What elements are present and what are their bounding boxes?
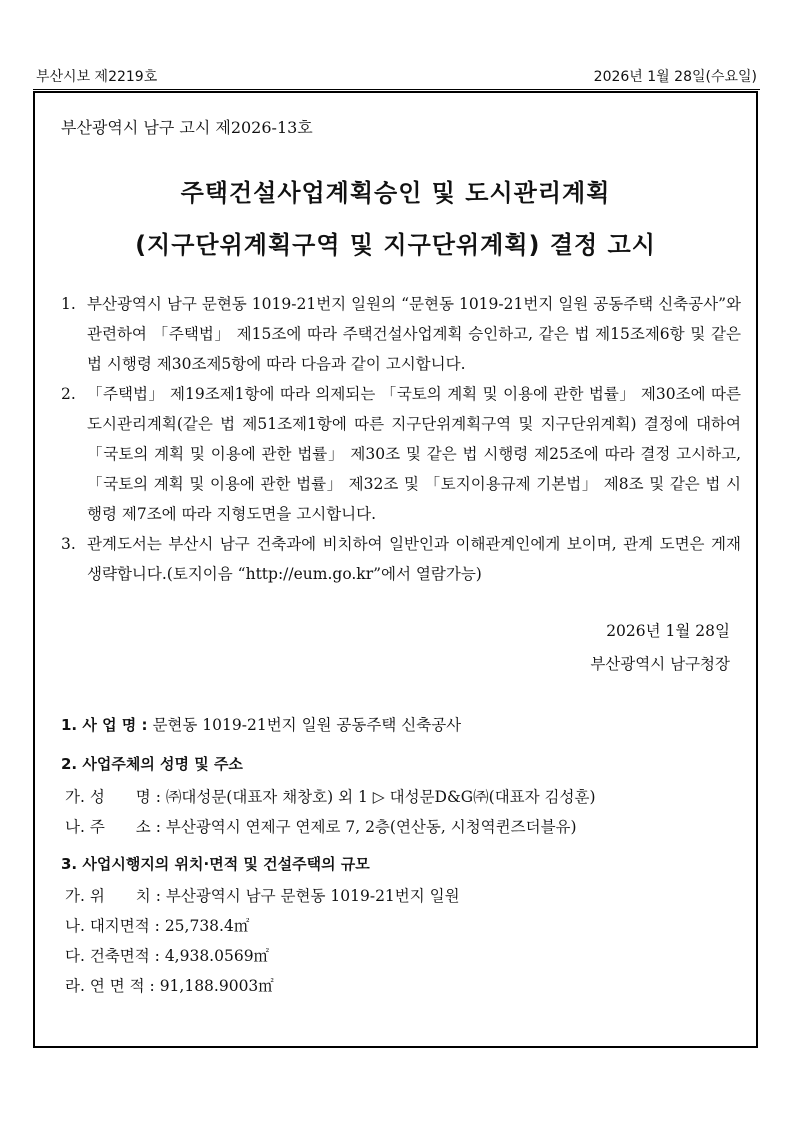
operator-address-value: 부산광역시 연제구 연제로 7, 2층(연산동, 시청역퀸즈더블유) [165,818,577,836]
notice-title-line1: 주택건설사업계획승인 및 도시관리계획 [180,179,611,207]
item-number: 1. [61,295,76,313]
section-2-heading: 2. 사업주체의 성명 및 주소 [61,755,243,773]
notice-date: 2026년 1월 28일 [606,622,730,640]
notice-item-1 [61,289,741,379]
item-text: 「주택법」 제19조제1항에 따라 의제되는 「국토의 계획 및 이용에 관한 법률」 제30조에 따른 도시관리계획(같은 법 제51조제1항에 따른 지구단위계획구역 및 지구단위계획) 결정에 대하여 「국토의 계획 및 이용에 관한 법률」 제30조 및 같은 법 시행령 제25조에 따라 결정 고시하고, 「국토의 계획 및 이용에 관한 법률」 제32조 및 「토지이용규제 기본법」 제8조 및 같은 법 시행령 제7조에 따라 지형도면을 고시합니다. [87,385,741,523]
notice-frame [33,91,758,1048]
notice-signer: 부산광역시 남구청장 [590,655,730,673]
section-3-heading: 3. 사업시행지의 위치·면적 및 건설주택의 규모 [61,855,370,873]
operator-address-row [65,815,577,837]
building-area-value: 4,938.0569㎡ [164,947,270,965]
notice-item-2 [61,379,741,529]
project-name-row [61,713,461,735]
site-location-row [65,884,460,906]
total-floor-area-value: 91,188.9003㎡ [159,977,274,995]
item-text: 관계도서는 부산시 남구 건축과에 비치하여 일반인과 이해관계인에게 보이며, 관계 도면은 게재 생략합니다.(토지이음 “http://eum.go.kr”에서 열람가능) [87,535,741,583]
site-area-label: 나. 대지면적 : [65,917,160,935]
item-number: 2. [61,385,76,403]
project-name-label: 1. 사 업 명 : [61,716,148,734]
total-floor-area-row [65,974,274,996]
notice-item-3 [61,529,741,589]
site-area-value: 25,738.4㎡ [164,917,250,935]
operator-name-row [65,785,596,807]
site-location-label: 가. 위 치 : [65,887,161,905]
operator-name-value: ㈜대성문(대표자 채창호) 외 1 ▷ 대성문D&G㈜(대표자 김성훈) [165,788,596,806]
project-name-value: 문현동 1019-21번지 일원 공동주택 신축공사 [152,716,462,734]
site-location-value: 부산광역시 남구 문현동 1019-21번지 일원 [165,887,460,905]
building-area-label: 다. 건축면적 : [65,947,160,965]
operator-address-label: 나. 주 소 : [65,818,161,836]
item-text: 부산광역시 남구 문현동 1019-21번지 일원의 “문현동 1019-21번지 일원 공동주택 신축공사”와 관련하여 「주택법」 제15조에 따라 주택건설사업계획 승인하고, 같은 법 제15조제6항 및 같은 법 시행령 제30조제5항에 따라 다음과 같이 고시합니다. [87,295,741,373]
notice-number: 부산광역시 남구 고시 제2026-13호 [61,118,313,137]
operator-name-label: 가. 성 명 : [65,788,161,806]
item-number: 3. [61,535,76,553]
bulletin-number: 부산시보 제2219호 [36,69,158,85]
header-divider [33,89,760,90]
total-floor-area-label: 라. 연 면 적 : [65,977,155,995]
building-area-row [65,944,269,966]
notice-title-line2: (지구단위계획구역 및 지구단위계획) 결정 고시 [135,231,656,259]
site-area-row [65,914,249,936]
bulletin-date: 2026년 1월 28일(수요일) [593,69,757,85]
